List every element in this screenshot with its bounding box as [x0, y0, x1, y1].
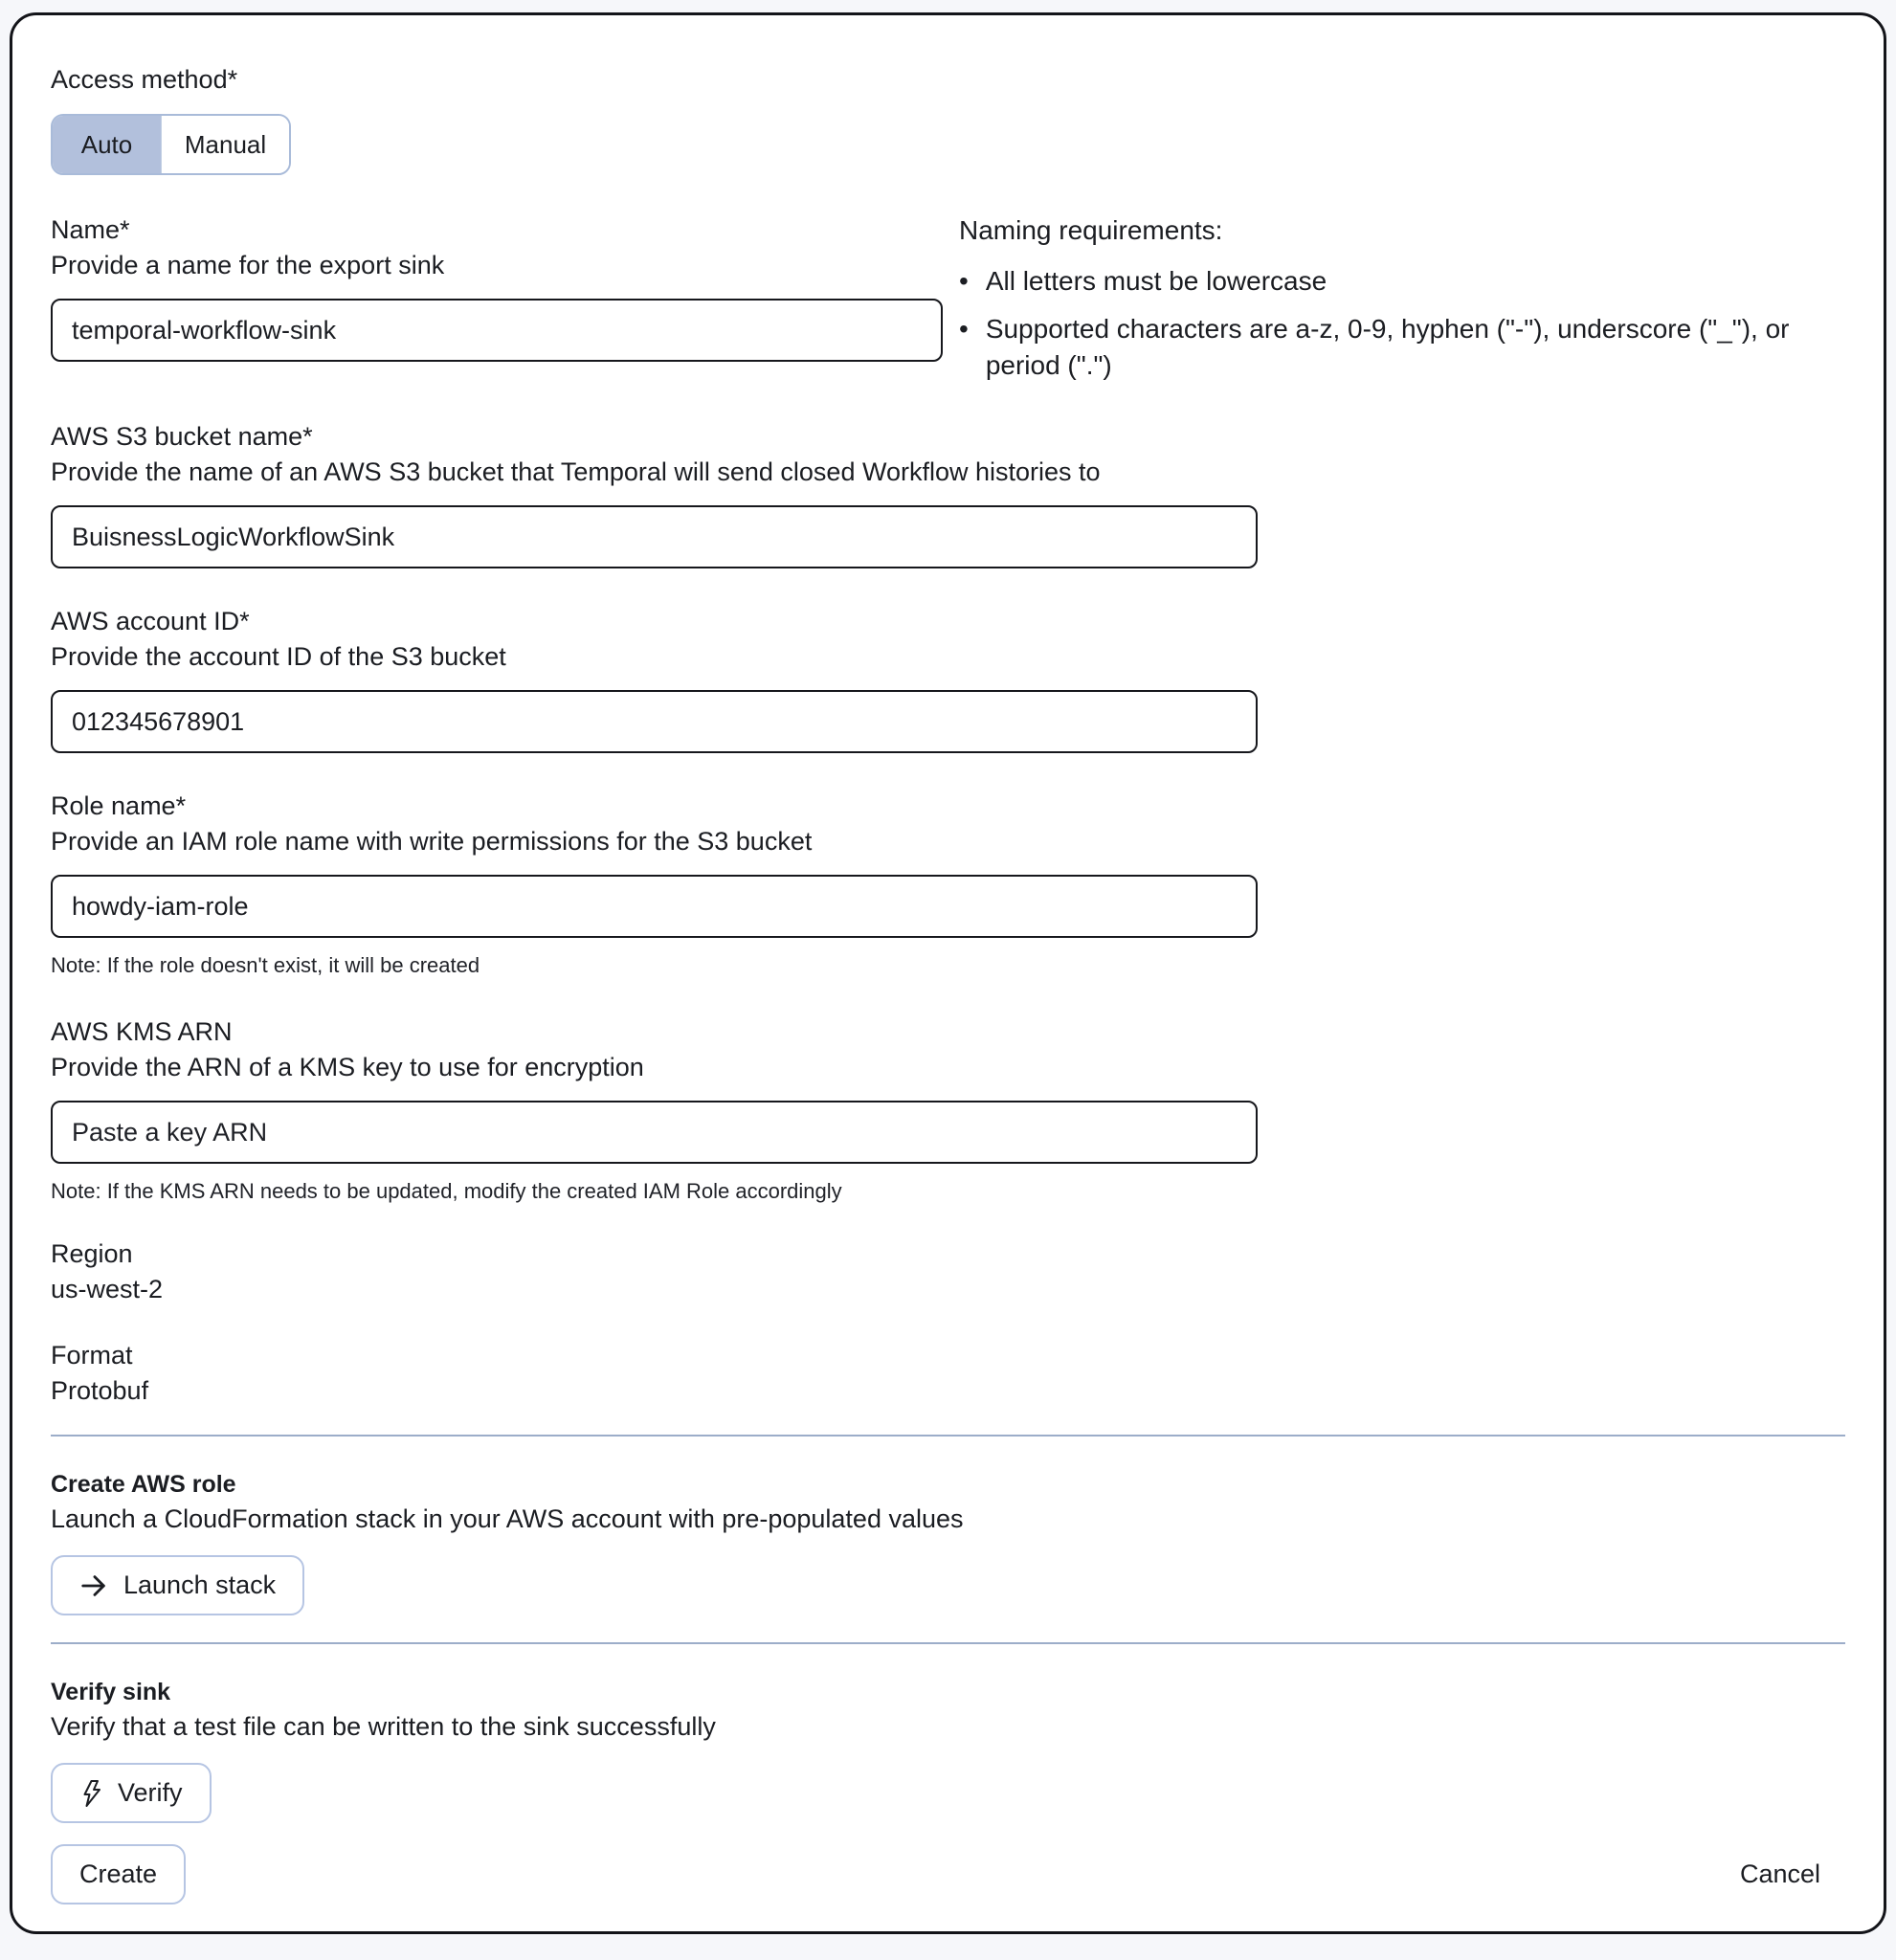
verify-button[interactable]	[51, 1763, 212, 1823]
kms-arn-label: AWS KMS ARN	[51, 1017, 233, 1046]
verify-sink-title: Verify sink	[51, 1679, 171, 1705]
name-field	[51, 213, 943, 384]
access-method-label: Access method*	[51, 65, 238, 94]
lightning-icon	[79, 1779, 102, 1808]
verify-button-label: Verify	[118, 1778, 183, 1807]
role-name-label: Role name*	[51, 791, 187, 820]
s3-bucket-input[interactable]	[51, 505, 1258, 568]
access-method-segmented-control	[51, 114, 291, 175]
region-value: us-west-2	[51, 1275, 164, 1303]
section-divider	[51, 1642, 1845, 1644]
kms-arn-description: Provide the ARN of a KMS key to use for encryption	[51, 1053, 644, 1081]
kms-arn-field	[51, 1015, 1845, 1205]
arrow-right-icon	[79, 1571, 108, 1600]
s3-bucket-description: Provide the name of an AWS S3 bucket that Temporal will send closed Workflow histories to	[51, 457, 1101, 486]
verify-sink-description: Verify that a test file can be written to the sink successfully	[51, 1712, 716, 1741]
role-name-note: Note: If the role doesn't exist, it will be created	[51, 953, 480, 977]
create-aws-role-title: Create AWS role	[51, 1471, 236, 1498]
name-input[interactable]	[51, 299, 943, 362]
create-aws-role-description: Launch a CloudFormation stack in your AWS account with pre-populated values	[51, 1504, 964, 1533]
naming-requirement-item: • Supported characters are a-z, 0-9, hyphen ("-"), underscore ("_"), or period (".")	[959, 311, 1845, 384]
name-description: Provide a name for the export sink	[51, 251, 445, 279]
role-name-field	[51, 790, 1845, 979]
format-field	[51, 1339, 1845, 1408]
name-label: Name*	[51, 215, 130, 244]
role-name-description: Provide an IAM role name with write permissions for the S3 bucket	[51, 827, 813, 856]
naming-requirements-list	[959, 263, 1845, 384]
region-label: Region	[51, 1239, 133, 1268]
account-id-label: AWS account ID*	[51, 607, 250, 635]
role-name-input[interactable]	[51, 875, 1258, 938]
create-aws-role-section	[51, 1469, 1845, 1615]
naming-requirements-title: Naming requirements:	[959, 215, 1223, 245]
kms-arn-note: Note: If the KMS ARN needs to be updated, modify the created IAM Role accordingly	[51, 1179, 842, 1203]
cancel-button[interactable]: Cancel	[1739, 1860, 1820, 1888]
s3-bucket-field	[51, 420, 1845, 568]
region-field	[51, 1237, 1845, 1306]
export-sink-form-card	[10, 12, 1886, 1934]
kms-arn-input[interactable]	[51, 1101, 1258, 1164]
form-actions	[51, 1844, 1845, 1904]
naming-requirements	[959, 213, 1845, 384]
launch-stack-button-label: Launch stack	[123, 1570, 277, 1599]
access-method-option-auto[interactable]: Auto	[53, 116, 161, 173]
verify-sink-section	[51, 1677, 1845, 1823]
section-divider	[51, 1435, 1845, 1437]
naming-requirement-item: • All letters must be lowercase	[959, 263, 1845, 300]
account-id-description: Provide the account ID of the S3 bucket	[51, 642, 506, 671]
format-label: Format	[51, 1341, 133, 1370]
s3-bucket-label: AWS S3 bucket name*	[51, 422, 313, 451]
create-button[interactable]: Create	[51, 1844, 186, 1904]
account-id-field	[51, 605, 1845, 753]
launch-stack-button[interactable]	[51, 1555, 304, 1615]
account-id-input[interactable]	[51, 690, 1258, 753]
access-method-option-manual[interactable]: Manual	[161, 116, 289, 173]
format-value: Protobuf	[51, 1376, 149, 1405]
